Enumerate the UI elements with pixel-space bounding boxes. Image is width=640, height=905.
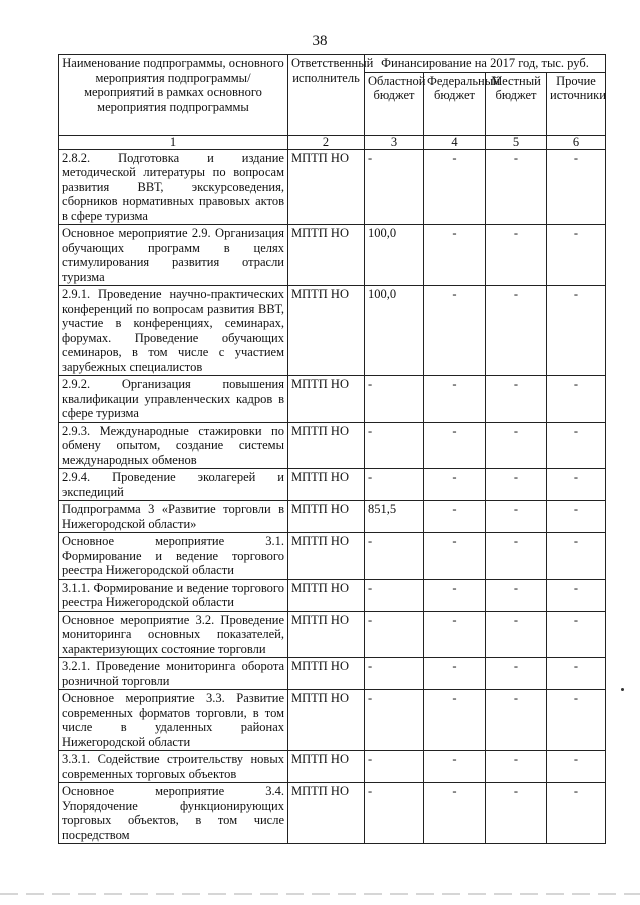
row-name: 2.9.2. Организация повышения квалификации управленческих кадров в сфере туризма (59, 376, 288, 423)
table-row (59, 469, 606, 501)
page-number: 38 (312, 33, 328, 49)
table-row (59, 225, 606, 286)
table-row (59, 376, 606, 423)
row-local-budget: - (486, 533, 547, 580)
table-row (59, 579, 606, 611)
row-regional-budget: - (365, 690, 424, 751)
header-name: Наименование подпрограммы, основного мероприятия подпрограммы/мероприятий в рамках основного мероприятия подпрограммы (59, 55, 288, 136)
row-regional-budget: 100,0 (365, 225, 424, 286)
row-regional-budget: - (365, 422, 424, 469)
table-body (59, 149, 606, 844)
row-local-budget: - (486, 225, 547, 286)
scan-speck (621, 688, 624, 691)
row-other-sources: - (547, 286, 606, 376)
row-responsible: МПТП НО (288, 149, 365, 225)
column-number: 1 (59, 135, 288, 149)
table-row (59, 611, 606, 658)
row-name: Основное мероприятие 2.9. Организация обучающих программ в целях стимулирования развития отрасли туризма (59, 225, 288, 286)
row-local-budget: - (486, 422, 547, 469)
row-responsible: МПТП НО (288, 501, 365, 533)
row-responsible: МПТП НО (288, 376, 365, 423)
row-local-budget: - (486, 611, 547, 658)
row-name: Основное мероприятие 3.3. Развитие современных форматов торговли, в том числе в удаленных районах Нижегородской области (59, 690, 288, 751)
row-other-sources: - (547, 611, 606, 658)
table-row (59, 783, 606, 844)
row-local-budget: - (486, 376, 547, 423)
table-row (59, 751, 606, 783)
row-federal-budget: - (424, 751, 486, 783)
row-regional-budget: - (365, 376, 424, 423)
row-federal-budget: - (424, 579, 486, 611)
table-row (59, 658, 606, 690)
row-responsible: МПТП НО (288, 422, 365, 469)
row-local-budget: - (486, 751, 547, 783)
row-other-sources: - (547, 149, 606, 225)
table-row (59, 422, 606, 469)
column-number: 4 (424, 135, 486, 149)
row-other-sources: - (547, 751, 606, 783)
row-name: 2.9.4. Проведение эколагерей и экспедиций (59, 469, 288, 501)
header-regional: Областной бюджет (365, 72, 424, 135)
row-federal-budget: - (424, 376, 486, 423)
row-federal-budget: - (424, 225, 486, 286)
row-regional-budget: 851,5 (365, 501, 424, 533)
row-responsible: МПТП НО (288, 225, 365, 286)
row-regional-budget: - (365, 149, 424, 225)
table-row (59, 149, 606, 225)
row-responsible: МПТП НО (288, 751, 365, 783)
row-responsible: МПТП НО (288, 579, 365, 611)
row-regional-budget: - (365, 658, 424, 690)
row-local-budget: - (486, 149, 547, 225)
table-row (59, 690, 606, 751)
row-local-budget: - (486, 286, 547, 376)
row-local-budget: - (486, 783, 547, 844)
row-regional-budget: 100,0 (365, 286, 424, 376)
row-responsible: МПТП НО (288, 658, 365, 690)
row-name: 3.3.1. Содействие строительству новых современных торговых объектов (59, 751, 288, 783)
row-regional-budget: - (365, 751, 424, 783)
table-row (59, 501, 606, 533)
row-local-budget: - (486, 579, 547, 611)
row-regional-budget: - (365, 579, 424, 611)
row-federal-budget: - (424, 533, 486, 580)
row-responsible: МПТП НО (288, 783, 365, 844)
table-row (59, 533, 606, 580)
table-row (59, 286, 606, 376)
row-federal-budget: - (424, 611, 486, 658)
row-name: 2.9.1. Проведение научно-практических конференций по вопросам развития ВВТ, участие в конференциях, семинарах, форумах. Проведение обучающих семинаров, в том числе с участием зарубежных специалистов (59, 286, 288, 376)
row-other-sources: - (547, 422, 606, 469)
row-name: Основное мероприятие 3.1. Формирование и ведение торгового реестра Нижегородской области (59, 533, 288, 580)
row-other-sources: - (547, 658, 606, 690)
row-other-sources: - (547, 579, 606, 611)
row-responsible: МПТП НО (288, 611, 365, 658)
row-other-sources: - (547, 376, 606, 423)
row-other-sources: - (547, 225, 606, 286)
column-number: 6 (547, 135, 606, 149)
row-responsible: МПТП НО (288, 690, 365, 751)
header-financing: Финансирование на 2017 год, тыс. руб. (365, 55, 606, 73)
row-regional-budget: - (365, 611, 424, 658)
row-responsible: МПТП НО (288, 533, 365, 580)
row-name: Основное мероприятие 3.4. Упорядочение функционирующих торговых объектов, в том числе посредством (59, 783, 288, 844)
row-federal-budget: - (424, 422, 486, 469)
financing-table (58, 54, 606, 844)
header-other: Прочие источники (547, 72, 606, 135)
row-other-sources: - (547, 690, 606, 751)
row-regional-budget: - (365, 783, 424, 844)
row-name: 2.8.2. Подготовка и издание методической литературы по вопросам развития ВВТ, экскурсоведения, сборников нормативных правовых актов в сфере туризма (59, 149, 288, 225)
row-responsible: МПТП НО (288, 286, 365, 376)
column-number-row (59, 135, 606, 149)
row-other-sources: - (547, 533, 606, 580)
row-local-budget: - (486, 501, 547, 533)
header-local: Местный бюджет (486, 72, 547, 135)
row-federal-budget: - (424, 469, 486, 501)
row-local-budget: - (486, 658, 547, 690)
header-federal: Федеральный бюджет (424, 72, 486, 135)
row-federal-budget: - (424, 149, 486, 225)
row-other-sources: - (547, 501, 606, 533)
row-federal-budget: - (424, 658, 486, 690)
column-number: 5 (486, 135, 547, 149)
row-name: 3.1.1. Формирование и ведение торгового реестра Нижегородской области (59, 579, 288, 611)
column-number: 3 (365, 135, 424, 149)
row-name: 3.2.1. Проведение мониторинга оборота розничной торговли (59, 658, 288, 690)
row-federal-budget: - (424, 286, 486, 376)
row-other-sources: - (547, 469, 606, 501)
scan-artifact (0, 893, 640, 895)
row-name: Подпрограмма 3 «Развитие торговли в Нижегородской области» (59, 501, 288, 533)
column-number: 2 (288, 135, 365, 149)
row-local-budget: - (486, 469, 547, 501)
row-name: Основное мероприятие 3.2. Проведение мониторинга основных показателей, характеризующих состояние торговли (59, 611, 288, 658)
row-responsible: МПТП НО (288, 469, 365, 501)
row-name: 2.9.3. Международные стажировки по обмену опытом, создание системы международных обменов (59, 422, 288, 469)
row-regional-budget: - (365, 533, 424, 580)
row-federal-budget: - (424, 783, 486, 844)
row-local-budget: - (486, 690, 547, 751)
header-responsible: Ответственный исполнитель (288, 55, 365, 136)
row-federal-budget: - (424, 690, 486, 751)
row-federal-budget: - (424, 501, 486, 533)
row-regional-budget: - (365, 469, 424, 501)
row-other-sources: - (547, 783, 606, 844)
